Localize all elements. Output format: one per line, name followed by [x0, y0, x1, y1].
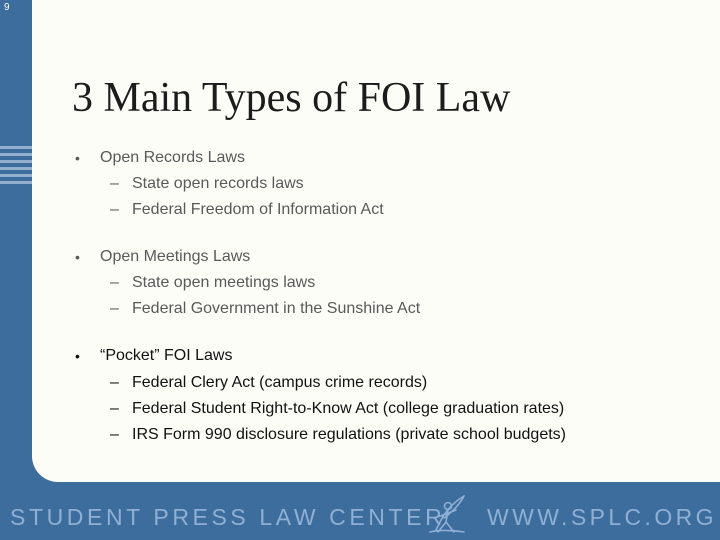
sub-item — [110, 300, 420, 318]
bullet-label: Open Meetings Laws — [100, 248, 251, 265]
sub-item-text: IRS Form 990 disclosure regulations (private school budgets) — [132, 426, 566, 443]
sub-dash: – — [110, 400, 119, 417]
sub-item — [110, 374, 427, 392]
sub-dash: – — [110, 175, 119, 192]
sub-item-text: Federal Student Right-to-Know Act (college graduation rates) — [132, 400, 565, 417]
sub-item — [110, 426, 566, 444]
footer — [0, 482, 720, 540]
bullet-marker: • — [75, 249, 80, 265]
slide-title: 3 Main Types of FOI Law — [72, 75, 511, 121]
sub-dash: – — [110, 201, 119, 218]
sub-item-text: State open records laws — [132, 175, 304, 192]
sub-dash: – — [110, 300, 119, 317]
sub-item-text: Federal Government in the Sunshine Act — [132, 300, 421, 317]
bullet-label: “Pocket” FOI Laws — [100, 347, 233, 364]
sub-item — [110, 274, 315, 292]
quill-figure-icon — [424, 492, 474, 536]
sub-item-text: Federal Clery Act (campus crime records) — [132, 374, 428, 391]
sub-item — [110, 400, 564, 418]
sub-item-text: Federal Freedom of Information Act — [132, 201, 384, 218]
sub-dash: – — [110, 274, 119, 291]
bullet-marker: • — [75, 150, 80, 166]
website-url: WWW.SPLC.ORG — [487, 504, 717, 530]
slide-number: 9 — [4, 2, 10, 13]
organization-name: STUDENT PRESS LAW CENTER — [10, 504, 446, 530]
bullet-label: Open Records Laws — [100, 149, 245, 166]
sub-dash: – — [110, 374, 119, 391]
sub-item-text: State open meetings laws — [132, 274, 316, 291]
sub-dash: – — [110, 426, 119, 443]
sub-item — [110, 175, 304, 193]
sub-item — [110, 201, 384, 219]
side-stripes — [0, 146, 34, 194]
bullet-marker: • — [75, 348, 80, 364]
